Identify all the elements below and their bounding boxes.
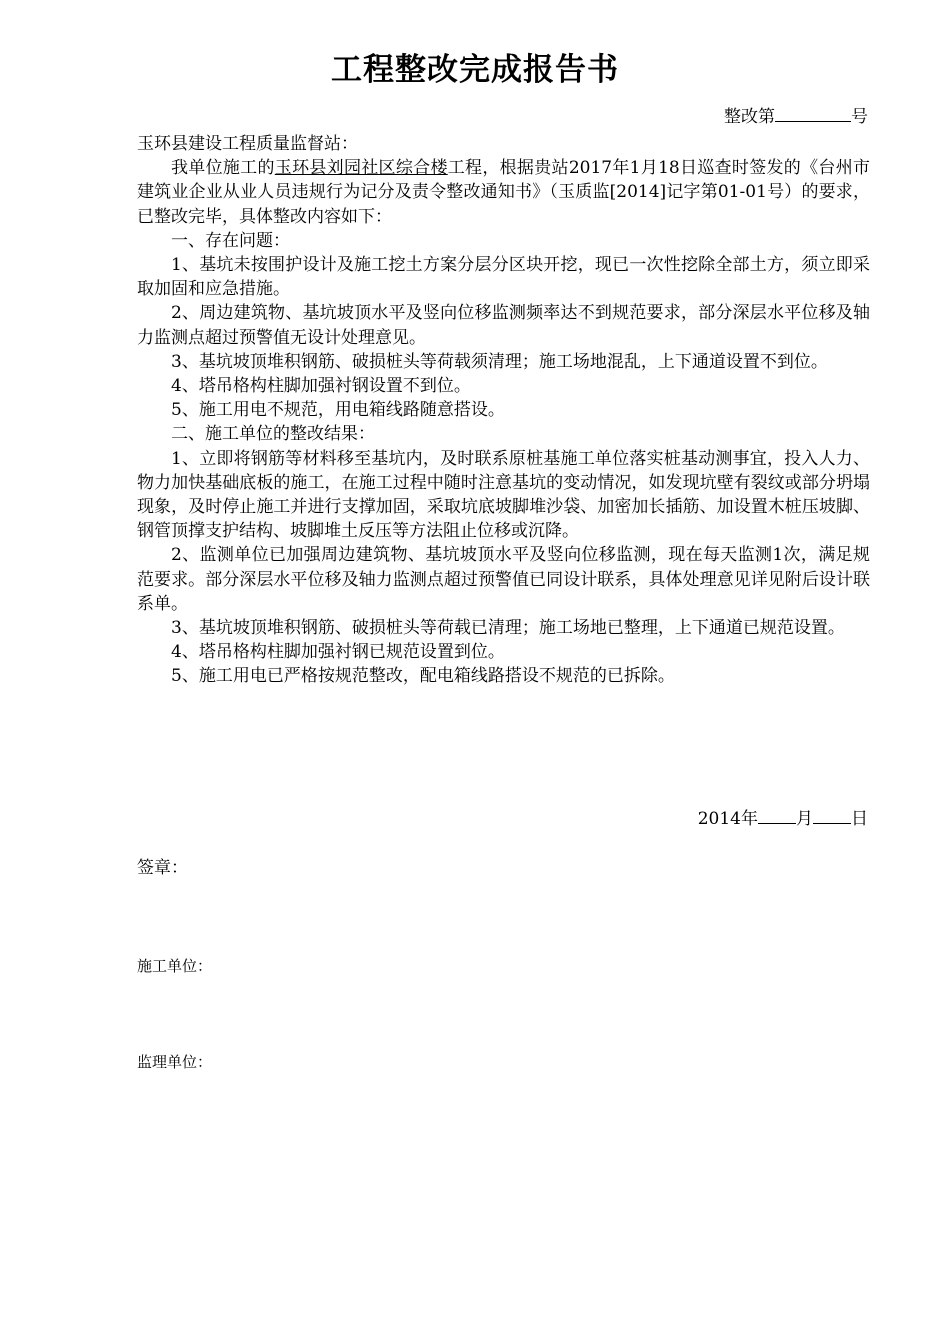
issue-item: 3、基坑坡顶堆积钢筋、破损桩头等荷载须清理；施工场地混乱，上下通道设置不到位。 (171, 351, 828, 372)
issue-item: 2、周边建筑物、基坑坡顶水平及竖向位移监测频率达不到规范要求，部分深层水平位移及轴力监测点超过预警值无设计处理意见。 (137, 303, 870, 348)
issue-item: 1、基坑未按围护设计及施工挖土方案分层分区块开挖，现已一次性挖除全部土方，须立即采取加固和应急措施。 (137, 255, 870, 300)
addressee: 玉环县建设工程质量监督站： (137, 134, 358, 154)
section1-heading: 一、存在问题： (171, 230, 290, 251)
document-number-prefix: 整改第 (724, 107, 775, 127)
result-item: 5、施工用电已严格按规范整改，配电箱线路搭设不规范的已拆除。 (171, 666, 675, 687)
date-year: 2014年 (697, 809, 758, 829)
contractor-label: 施工单位： (137, 957, 213, 975)
document-title: 工程整改完成报告书 (331, 52, 619, 88)
report-body (137, 132, 870, 689)
section2-heading: 二、施工单位的整改结果： (171, 424, 375, 445)
month-blank (758, 806, 796, 824)
seal-label: 签章： (137, 858, 188, 878)
result-item: 2、监测单位已加强周边建筑物、基坑坡顶水平及竖向位移监测，现在每天监测1次，满足规范要求。部分深层水平位移及轴力监测点超过预警值已同设计联系，具体处理意见详见附后设计联系单。 (137, 545, 870, 614)
project-name: 玉环县刘园社区综合楼 (274, 158, 448, 179)
intro-part1: 我单位施工的 (171, 158, 275, 179)
intro-part2: 工程，根据贵站2017年1月18日巡查时签发的《台州市建筑业企业从业人员违规行为记分及责令整改通知书》（玉质监[2014]记字第01-01号）的要求，已整改完毕，具体整改内容如下： (137, 158, 870, 227)
issue-item: 4、塔吊格构柱脚加强衬钢设置不到位。 (171, 376, 471, 397)
date-month: 月 (796, 809, 813, 829)
supervisor-label: 监理单位： (137, 1053, 213, 1071)
result-item: 1、立即将钢筋等材料移至基坑内，及时联系原桩基施工单位落实桩基动测事宜，投入人力、物力加快基础底板的施工，在施工过程中随时注意基坑的变动情况，如发现坑壁有裂纹或部分坍塌现象，及时停止施工并进行支撑加固，采取坑底坡脚堆沙袋、加密加长插筋、加设置木桩压坡脚、钢管顶撑支护结构、坡脚堆土反压等方法阻止位移或沉降。 (137, 448, 870, 542)
issue-item: 5、施工用电不规范，用电箱线路随意搭设。 (171, 400, 505, 421)
document-number-blank (775, 104, 851, 122)
date-line (698, 806, 868, 831)
result-item: 3、基坑坡顶堆积钢筋、破损桩头等荷载已清理；施工场地已整理，上下通道已规范设置。 (171, 618, 845, 639)
date-day: 日 (851, 809, 868, 829)
day-blank (813, 806, 851, 824)
document-number-suffix: 号 (851, 107, 868, 127)
result-item: 4、塔吊格构柱脚加强衬钢已规范设置到位。 (171, 642, 505, 663)
intro-paragraph (137, 156, 870, 229)
document-number (724, 104, 868, 129)
